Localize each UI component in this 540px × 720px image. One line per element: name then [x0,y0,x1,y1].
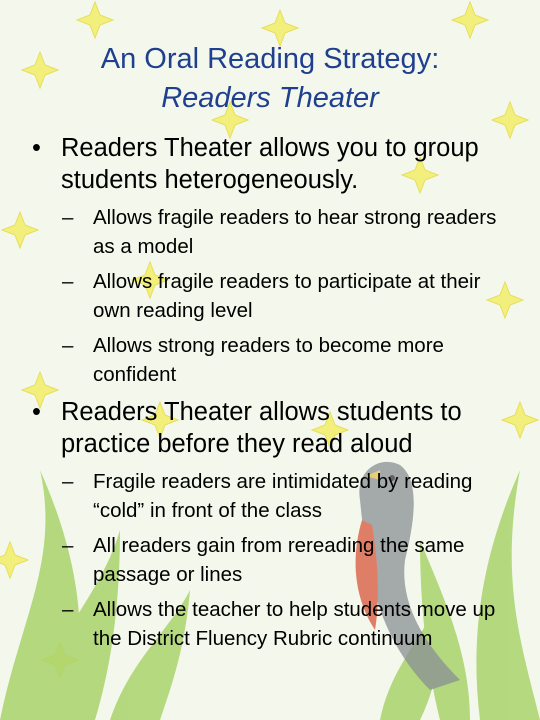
bullet-marker: • [32,398,41,426]
bullet-text: Readers Theater allows you to group students heterogeneously. [61,134,479,194]
sub-bullet-text: Allows the teacher to help students move up the District Fluency Rubric continuum [93,598,496,650]
title-line-1: An Oral Reading Strategy: [100,43,440,75]
bullet-marker: • [32,134,41,162]
dash-marker: – [62,534,74,557]
dash-marker: – [62,334,74,357]
sub-bullet-text: Fragile readers are intimidated by reading “cold” in front of the class [93,470,473,522]
dash-marker: – [62,206,74,229]
sub-bullet-text: All readers gain from rereading the same passage or lines [93,534,465,586]
dash-marker: – [62,470,74,493]
dash-marker: – [62,598,74,621]
title-line-2: Readers Theater [161,82,379,114]
sub-bullet-text: Allows fragile readers to hear strong readers as a model [93,206,497,258]
dash-marker: – [62,270,74,293]
sub-bullet-text: Allows fragile readers to participate at their own reading level [93,270,481,322]
sub-bullet-text: Allows strong readers to become more confident [93,334,444,386]
bullet-text: Readers Theater allows students to practice before they read aloud [61,398,462,458]
